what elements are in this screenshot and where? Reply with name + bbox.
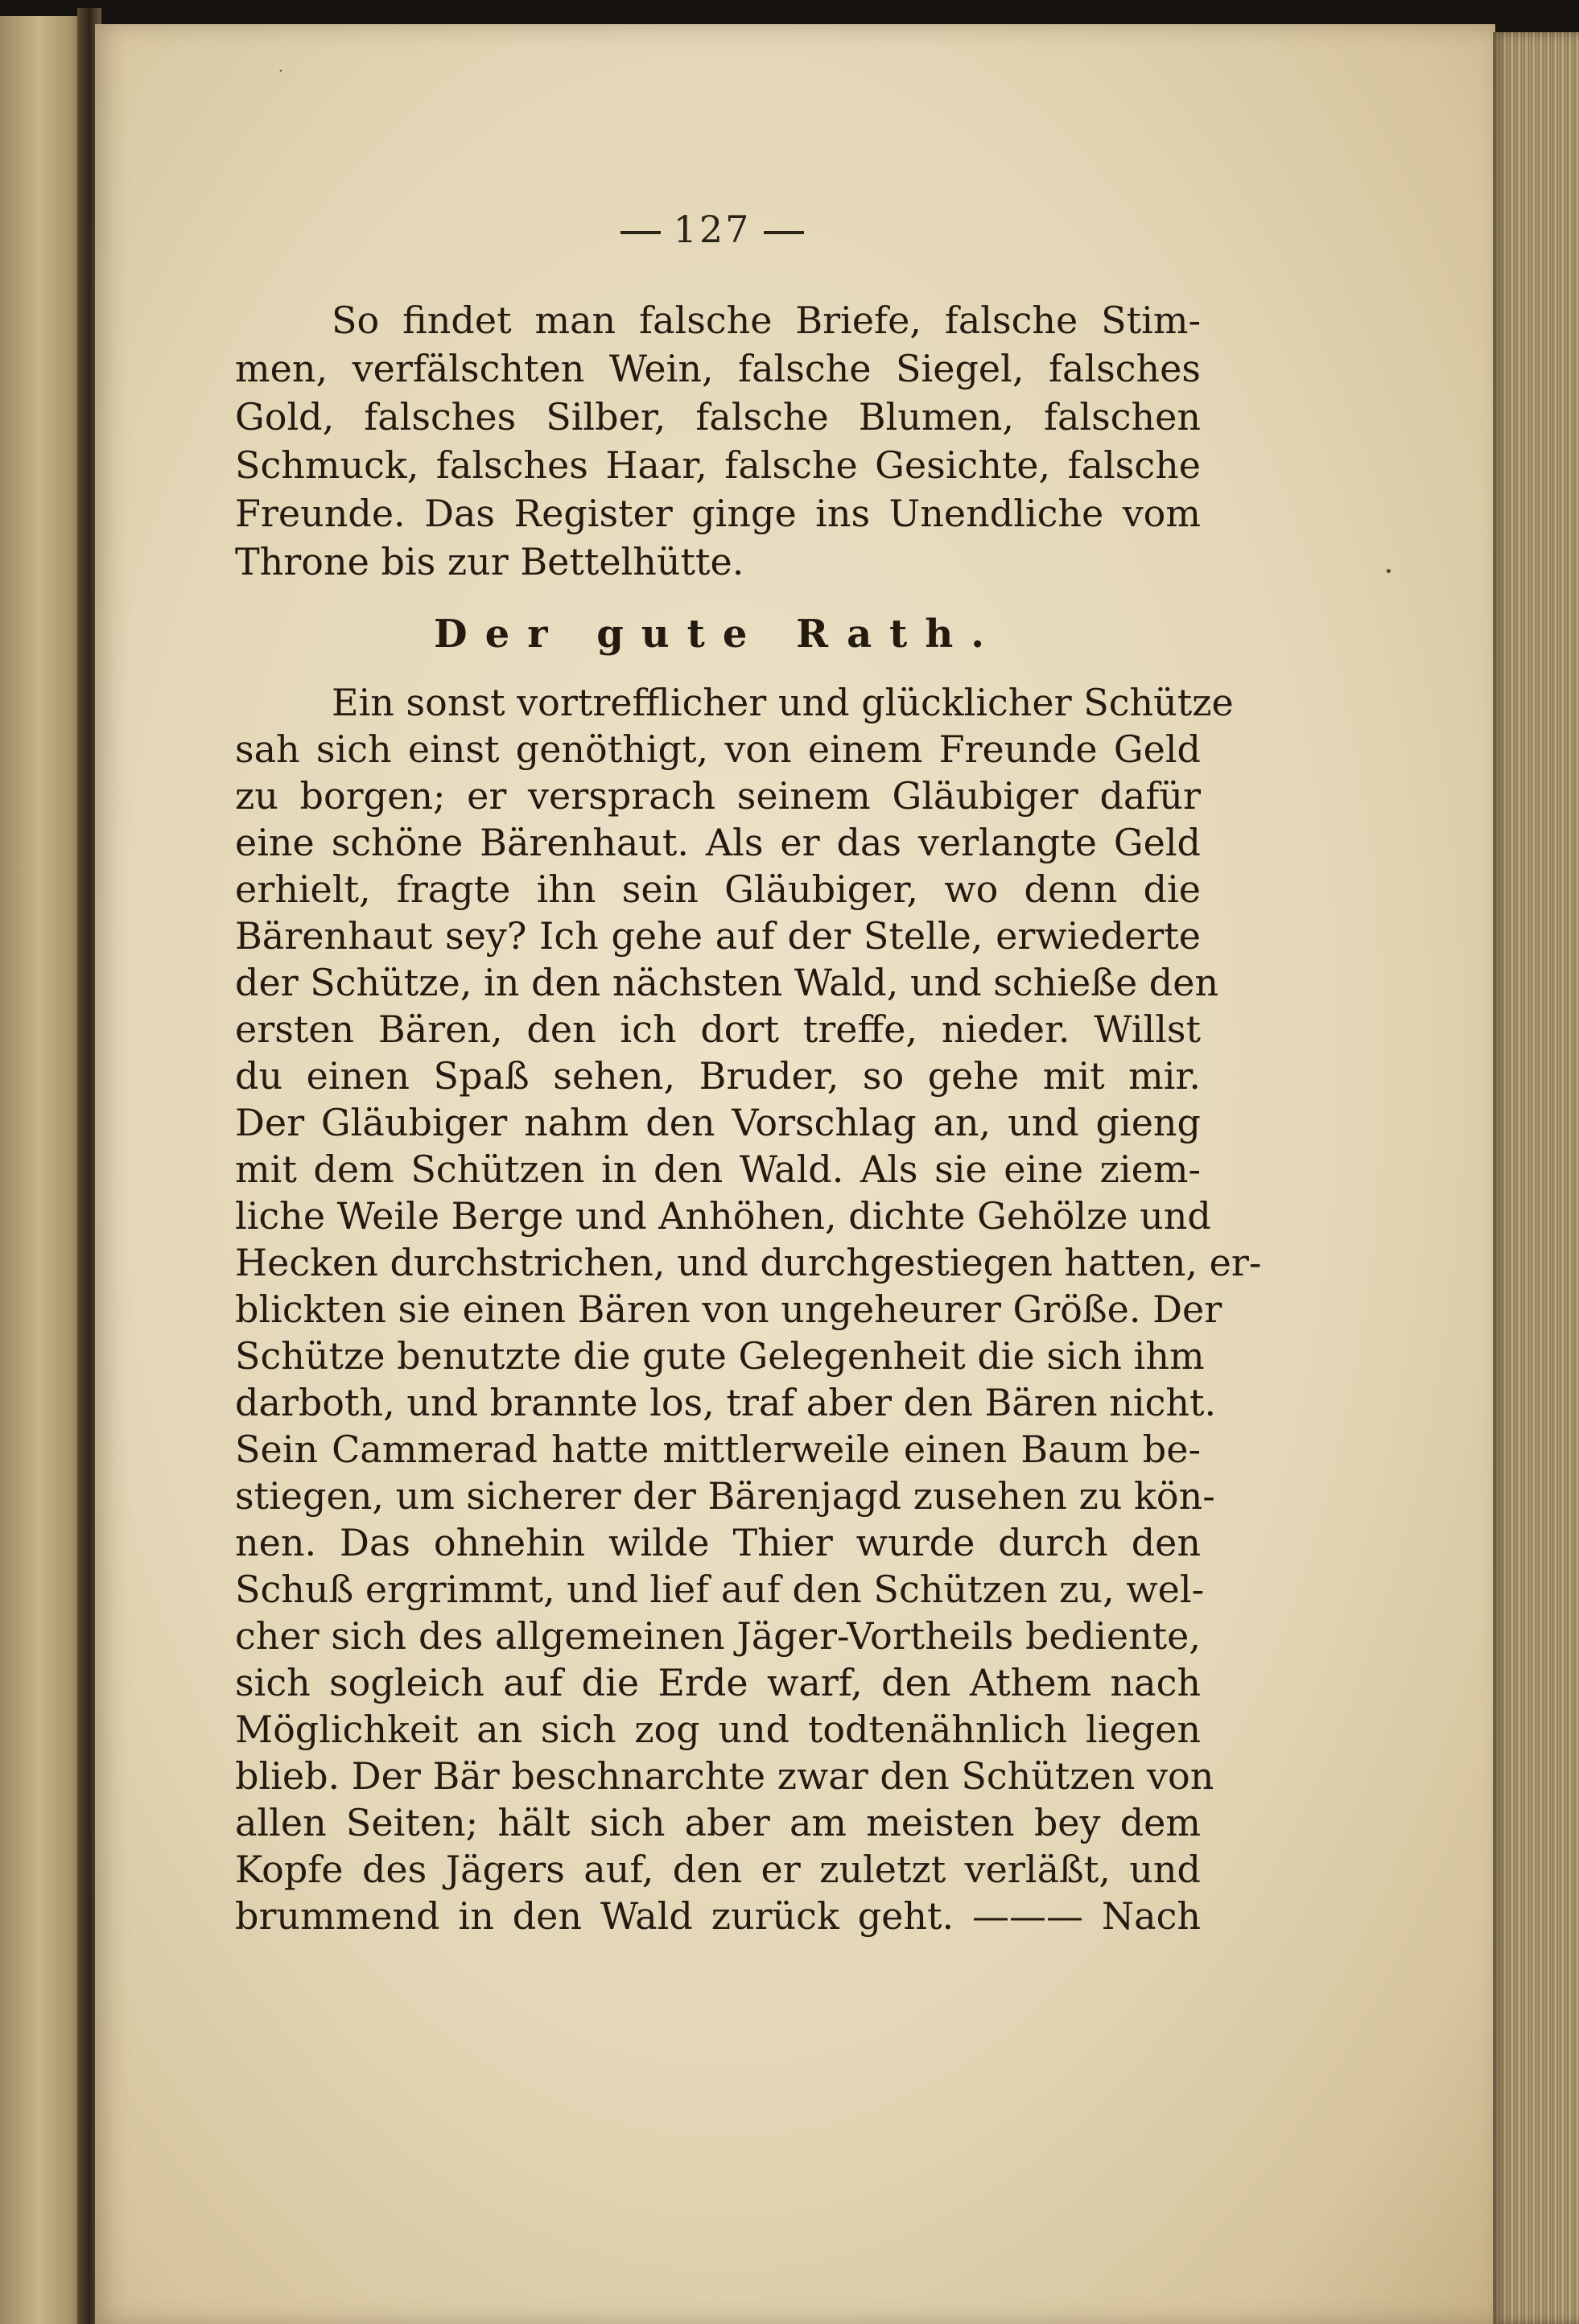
text-line: Hecken durchstrichen, und durchgestiegen hatten, er- — [235, 1241, 1262, 1284]
text-line: Sein Cammerad hatte mittlerweile einen Baum be- — [235, 1428, 1201, 1471]
text-line: nen. Das ohnehin wilde Thier wurde durch den — [235, 1521, 1201, 1564]
text-line: Der Gläubiger nahm den Vorschlag an, und gieng — [235, 1101, 1201, 1144]
left-page-edge — [0, 16, 89, 2324]
text-line: sah sich einst genöthigt, von einem Freunde Geld — [235, 727, 1201, 771]
page-number-dash-left — [620, 231, 661, 234]
text-line: liche Weile Berge und Anhöhen, dichte Gehölze und — [235, 1194, 1211, 1238]
text-line: Kopfe des Jägers auf, den er zuletzt verläßt, und — [235, 1848, 1201, 1891]
page-edges — [1493, 32, 1579, 2324]
text-line: der Schütze, in den nächsten Wald, und schieße den — [235, 961, 1219, 1004]
text-line: erhielt, fragte ihn sein Gläubiger, wo denn die — [235, 867, 1201, 911]
text-line: Schmuck, falsches Haar, falsche Gesichte, falsche — [235, 443, 1201, 487]
text-line: Ein sonst vortrefflicher und glücklicher Schütze — [332, 681, 1234, 724]
text-line: So findet man falsche Briefe, falsche Stim- — [332, 299, 1201, 342]
section-heading: Der gute Rath. — [434, 612, 1002, 657]
text-line: Gold, falsches Silber, falsche Blumen, falschen — [235, 395, 1201, 439]
page-speck: • — [1384, 563, 1393, 580]
text-line: men, verfälschten Wein, falsche Siegel, falsches — [235, 347, 1201, 390]
text-line: Möglichkeit an sich zog und todtenähnlich liegen — [235, 1708, 1201, 1751]
text-line: eine schöne Bärenhaut. Als er das verlangte Geld — [235, 821, 1201, 864]
text-line: du einen Spaß sehen, Bruder, so gehe mit mir. — [235, 1054, 1201, 1098]
text-line: Throne bis zur Bettelhütte. — [235, 540, 744, 583]
text-line: Freunde. Das Register ginge ins Unendliche vom — [235, 492, 1201, 535]
page-number-dash-right — [764, 231, 804, 234]
text-line: Schuß ergrimmt, und lief auf den Schützen zu, wel- — [235, 1568, 1205, 1611]
text-line: Schütze benutzte die gute Gelegenheit die sich ihm — [235, 1334, 1205, 1378]
text-line: blieb. Der Bär beschnarchte zwar den Schützen von — [235, 1754, 1214, 1798]
text-line: Bärenhaut sey? Ich gehe auf der Stelle, erwiederte — [235, 914, 1201, 958]
text-line: ersten Bären, den ich dort treffe, nieder. Willst — [235, 1007, 1201, 1051]
text-line: zu borgen; er versprach seinem Gläubiger dafür — [235, 774, 1201, 818]
text-line: stiegen, um sicherer der Bärenjagd zusehen zu kön- — [235, 1474, 1215, 1518]
text-line: mit dem Schützen in den Wald. Als sie eine ziem- — [235, 1148, 1201, 1191]
page-speck: · — [278, 63, 283, 80]
text-line: allen Seiten; hält sich aber am meisten bey dem — [235, 1801, 1201, 1844]
text-line: brummend in den Wald zurück geht. ——— Nach — [235, 1894, 1201, 1938]
text-line: blickten sie einen Bären von ungeheurer Größe. Der — [235, 1288, 1222, 1331]
text-line: darboth, und brannte los, traf aber den Bären nicht. — [235, 1381, 1217, 1424]
page-number — [579, 208, 845, 251]
text-line: cher sich des allgemeinen Jäger-Vortheils bediente, — [235, 1614, 1201, 1658]
page-number-value: 127 — [673, 208, 752, 251]
text-line: sich sogleich auf die Erde warf, den Athem nach — [235, 1661, 1201, 1704]
